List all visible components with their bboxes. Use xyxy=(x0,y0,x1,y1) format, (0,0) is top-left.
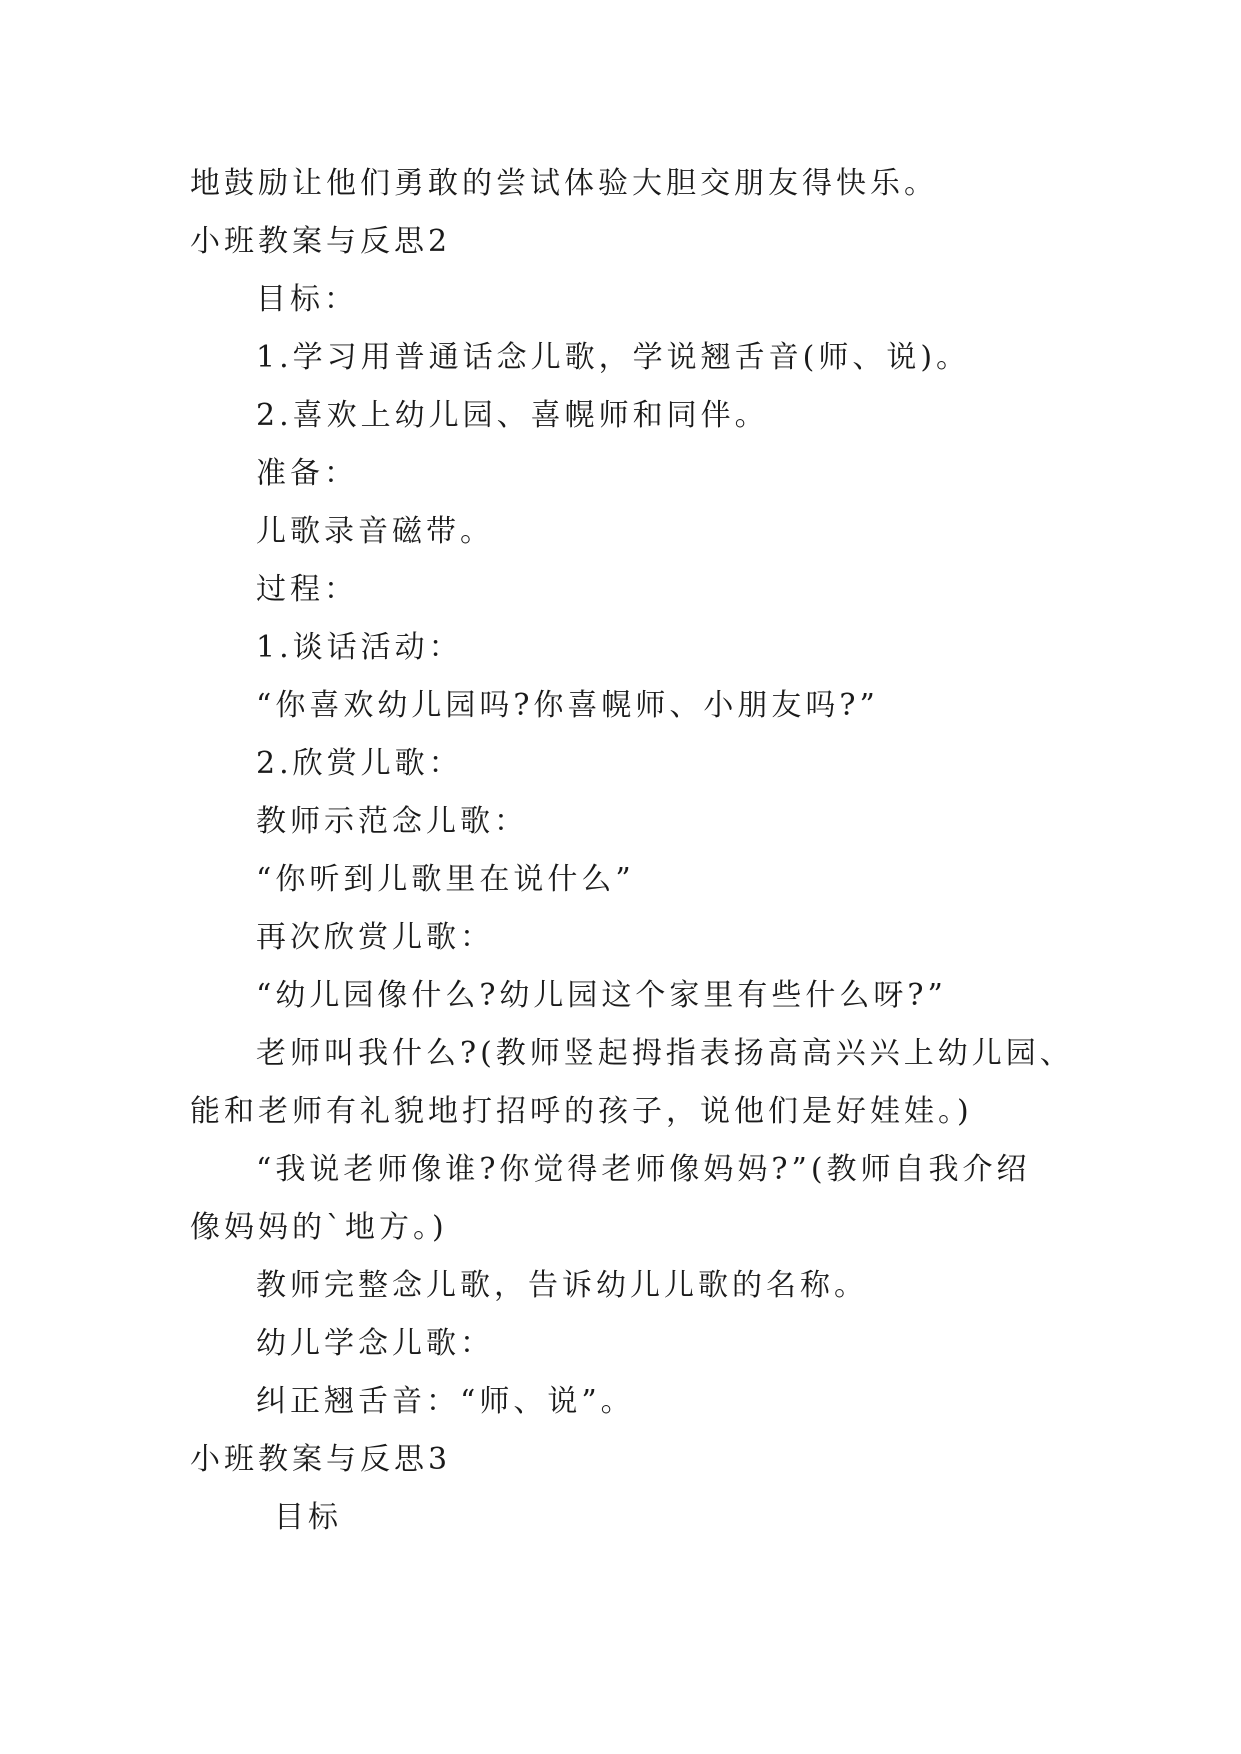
paragraph-line: “你喜欢幼儿园吗?你喜幌师、小朋友吗?” xyxy=(256,688,879,723)
paragraph-line: 老师叫我什么?(教师竖起拇指表扬高高兴兴上幼儿园、 xyxy=(256,1036,1074,1071)
paragraph-line: 幼儿学念儿歌： xyxy=(256,1326,494,1361)
paragraph-line: 教师完整念儿歌，告诉幼儿儿歌的名称。 xyxy=(256,1268,868,1303)
paragraph-line: 能和老师有礼貌地打招呼的孩子，说他们是好娃娃。) xyxy=(190,1094,973,1129)
paragraph-line: 2.欣赏儿歌： xyxy=(256,746,463,781)
paragraph-line: 像妈妈的`地方。) xyxy=(190,1210,448,1245)
paragraph-line: “你听到儿歌里在说什么” xyxy=(256,862,635,897)
paragraph-line: 地鼓励让他们勇敢的尝试体验大胆交朋友得快乐。 xyxy=(190,166,938,201)
paragraph-line: “我说老师像谁?你觉得老师像妈妈?”(教师自我介绍 xyxy=(256,1152,1031,1187)
paragraph-line: 儿歌录音磁带。 xyxy=(256,514,494,549)
paragraph-line: 再次欣赏儿歌： xyxy=(256,920,494,955)
section-heading: 小班教案与反思2 xyxy=(190,224,452,259)
paragraph-line: 目标 xyxy=(274,1500,342,1535)
paragraph-line: 准备： xyxy=(256,456,358,491)
section-heading: 小班教案与反思3 xyxy=(190,1442,452,1477)
paragraph-line: 2.喜欢上幼儿园、喜幌师和同伴。 xyxy=(256,398,769,433)
paragraph-line: 1.学习用普通话念儿歌，学说翘舌音(师、说)。 xyxy=(256,340,971,375)
paragraph-line: “幼儿园像什么?幼儿园这个家里有些什么呀?” xyxy=(256,978,947,1013)
paragraph-line: 1.谈话活动： xyxy=(256,630,463,665)
paragraph-line: 纠正翘舌音：“师、说”。 xyxy=(256,1384,635,1419)
paragraph-line: 目标： xyxy=(256,282,358,317)
paragraph-line: 过程： xyxy=(256,572,358,607)
paragraph-line: 教师示范念儿歌： xyxy=(256,804,528,839)
